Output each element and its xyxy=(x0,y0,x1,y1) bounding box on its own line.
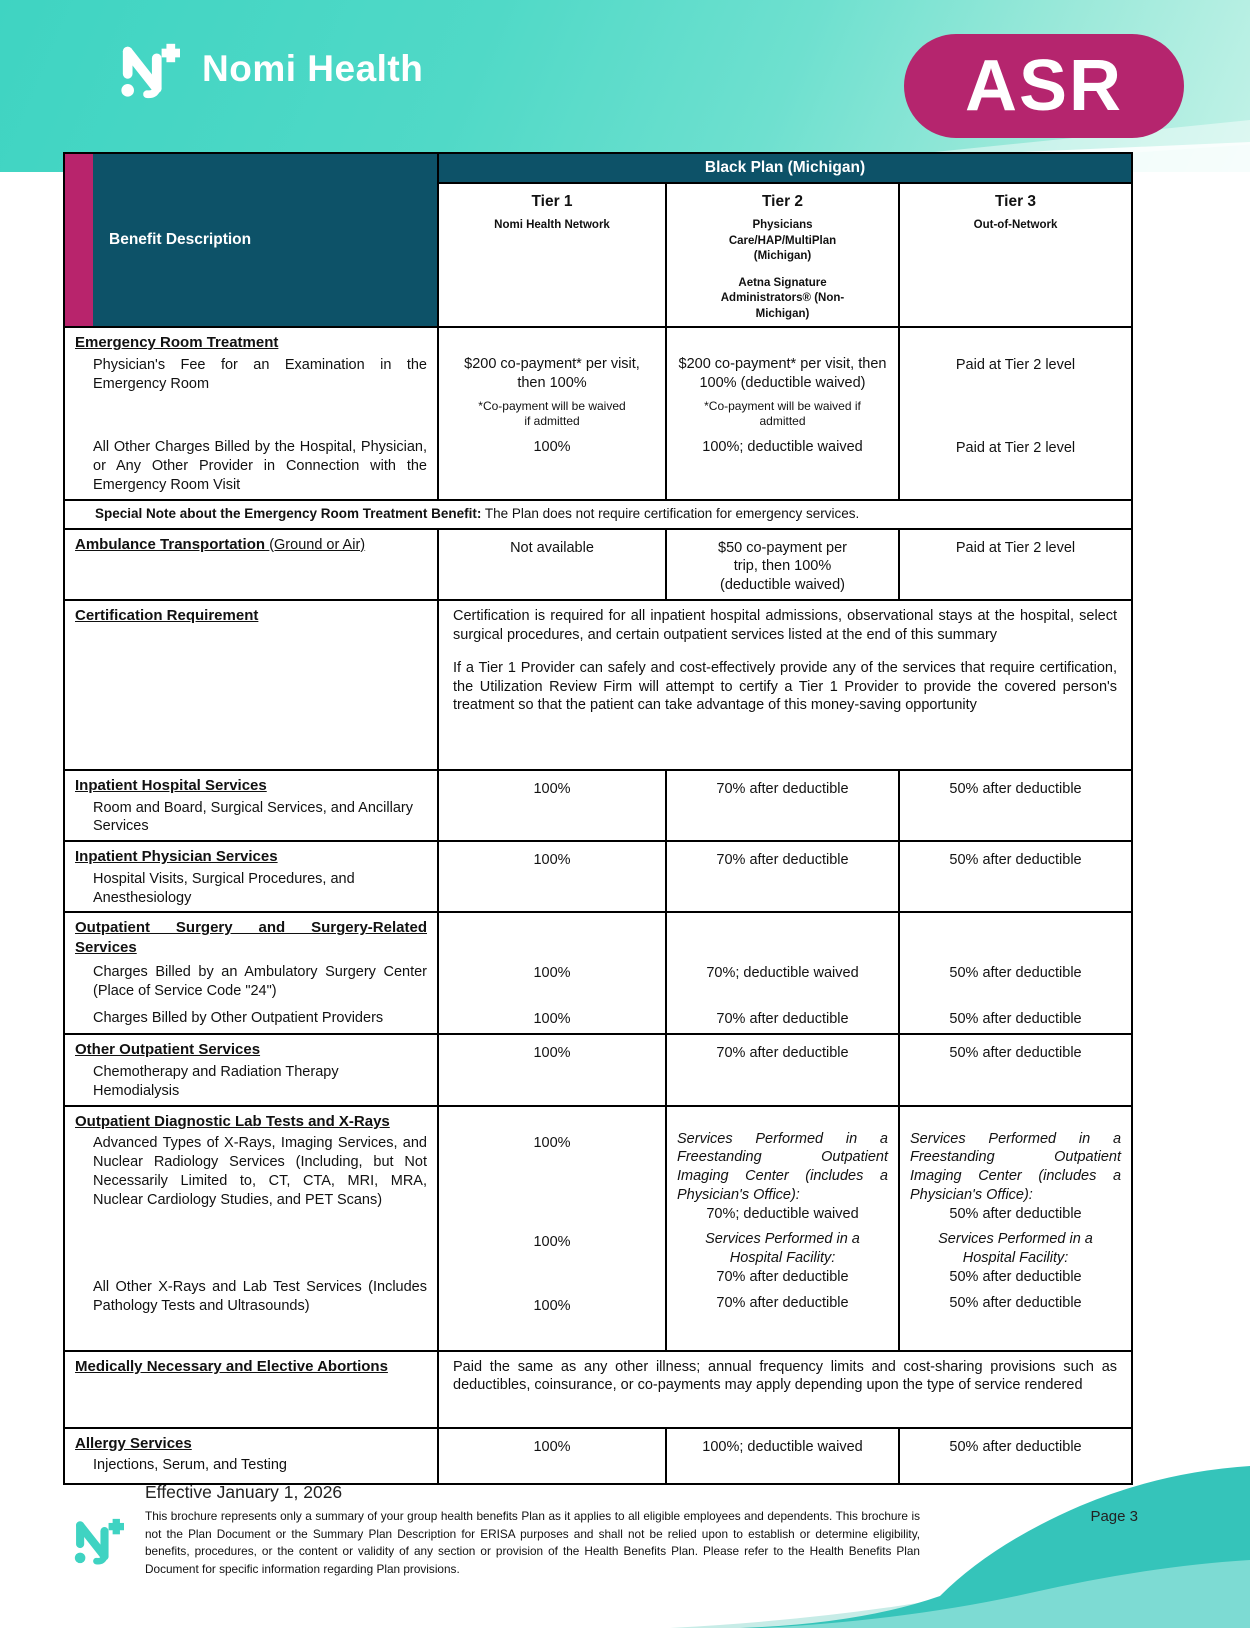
certification-paragraph: Certification is required for all inpatient hospital admissions, observational stays at the hospital, select surgical procedures, and certain outpatient services listed at the end of this summary xyxy=(453,608,1118,643)
benefit-desc: All Other X-Rays and Lab Test Services (Includes Pathology Tests and Ultrasounds) xyxy=(93,1279,427,1315)
asr-logo xyxy=(904,34,1184,138)
tier2-value: 70% after deductible xyxy=(716,781,849,798)
magenta-accent-stripe xyxy=(65,154,93,326)
special-note-text: The Plan does not require certification for emergency services. xyxy=(484,505,860,521)
tier1-value: 100% xyxy=(533,852,571,869)
tier3-value: Paid at Tier 2 level xyxy=(955,357,1076,374)
tier1-value: Not available xyxy=(510,539,594,556)
tier1-note: *Co-payment will be waived if admitted xyxy=(478,398,626,428)
row-inpatient-physician xyxy=(64,841,1132,912)
tier3-value: 50% after deductible xyxy=(949,1045,1082,1062)
benefit-description-label: Benefit Description xyxy=(109,230,252,248)
benefit-title: Inpatient Hospital Services xyxy=(75,777,267,795)
tier2-value: 100%; deductible waived xyxy=(702,438,863,455)
tier2-value: $50 co-payment per trip, then 100% (deductible waived) xyxy=(718,539,847,594)
tier1-value: 100% xyxy=(533,1298,571,1315)
benefits-table xyxy=(63,152,1133,1485)
tier2-value: 70%; deductible waived xyxy=(706,965,859,982)
benefit-title: Other Outpatient Services xyxy=(75,1041,261,1059)
nomi-health-logo-icon xyxy=(118,38,180,100)
tier1-value: 100% xyxy=(533,1011,571,1028)
tier1-header xyxy=(438,183,666,327)
benefit-title: Allergy Services xyxy=(75,1434,192,1452)
tier2-name: Tier 2 xyxy=(761,193,804,210)
tier3-label: Services Performed in a Freestanding Outpatient Imaging Center (includes a Physician's Office): xyxy=(910,1130,1122,1204)
asr-logo-text: ASR xyxy=(964,46,1123,126)
tier2-value: 100%; deductible waived xyxy=(702,1438,863,1455)
tier3-header xyxy=(899,183,1132,327)
tier3-network: Out-of-Network xyxy=(973,219,1058,232)
row-ambulance xyxy=(64,529,1132,601)
benefit-desc: Charges Billed by Other Outpatient Providers xyxy=(93,1010,384,1027)
plan-header-label: Black Plan (Michigan) xyxy=(704,158,866,176)
page-number: Page 3 xyxy=(1090,1508,1138,1525)
tier1-network: Nomi Health Network xyxy=(494,219,610,232)
plan-header xyxy=(438,153,1132,183)
tier1-value: 100% xyxy=(533,1438,571,1455)
tier2-label: Services Performed in a Freestanding Outpatient Imaging Center (includes a Physician's Office): xyxy=(677,1130,888,1204)
benefit-title-text: Ambulance Transportation xyxy=(75,535,266,553)
tier2-network-2: Aetna Signature Administrators® (Non-Michigan) xyxy=(720,276,845,320)
benefit-title: Medically Necessary and Elective Abortions xyxy=(75,1357,388,1375)
benefit-desc: Injections, Serum, and Testing xyxy=(93,1457,287,1474)
benefit-title: Outpatient Surgery and Surgery-Related Services xyxy=(75,919,427,956)
benefit-title: Emergency Room Treatment xyxy=(75,334,279,352)
tier3-value: 50% after deductible xyxy=(949,781,1082,798)
benefit-desc: Physician's Fee for an Examination in the Emergency Room xyxy=(93,356,427,392)
tier1-value: 100% xyxy=(533,965,571,982)
benefit-title: Certification Requirement xyxy=(75,607,259,625)
tier1-value: 100% xyxy=(533,1045,571,1062)
benefit-title xyxy=(75,535,427,555)
certification-paragraph: If a Tier 1 Provider can safely and cost-effectively provide any of the services that require certification, the Utilization Review Firm will attempt to certify a Tier 1 Provider to provide the covered person's treatment so that the patient can take advantage of this money-saving opportunity xyxy=(453,659,1118,714)
tier3-name: Tier 3 xyxy=(994,193,1037,210)
tier1-value: 100% xyxy=(533,438,571,455)
tier1-value: 100% xyxy=(533,1234,571,1251)
row-outpatient-surgery xyxy=(64,912,1132,1034)
benefit-title-suffix: (Ground or Air) xyxy=(269,536,366,553)
tier3-value: 50% after deductible xyxy=(949,1205,1082,1222)
row-certification xyxy=(64,600,1132,770)
benefit-title: Inpatient Physician Services xyxy=(75,848,278,866)
nomi-health-logo xyxy=(118,38,423,100)
benefit-desc: Chemotherapy and Radiation Therapy xyxy=(93,1063,339,1080)
benefit-desc: Advanced Types of X-Rays, Imaging Services, and Nuclear Radiology Services (Including, but Not Necessarily Limited to, CT, CTA, MRI, MRA, Nuclear Cardiology Studies, and PET Scans) xyxy=(93,1135,427,1208)
disclaimer-text: This brochure represents only a summary of your group health benefits Plan as it applies to all eligible employees and dependents. This brochure is not the Plan Document or the Summary Plan Description for ERISA purposes and shall not be relied upon to establish or determine eligibility, benefits, procedures, or the content or validity of any section or provision of the Health Benefits Plan. Please refer to the Health Benefits Plan Document for specific information regarding Plan provisions. xyxy=(145,1509,920,1577)
tier2-value: 70% after deductible xyxy=(716,852,849,869)
benefit-title: Outpatient Diagnostic Lab Tests and X-Rays xyxy=(75,1112,390,1130)
table-header-row xyxy=(64,153,1132,183)
tier2-value: 70% after deductible xyxy=(716,1268,849,1285)
benefit-desc: Charges Billed by an Ambulatory Surgery Center (Place of Service Code "24") xyxy=(93,964,427,1000)
row-inpatient-hospital xyxy=(64,770,1132,841)
tier1-value: 100% xyxy=(533,1134,571,1151)
tier2-header xyxy=(666,183,899,327)
abortion-text: Paid the same as any other illness; annual frequency limits and cost-sharing provisions such as deductibles, coinsurance, or co-payments may apply depending upon the type of service rendered xyxy=(453,1358,1118,1394)
benefit-desc: Hospital Visits, Surgical Procedures, and Anesthesiology xyxy=(93,870,355,906)
tier1-name: Tier 1 xyxy=(531,193,573,210)
tier3-value: Paid at Tier 2 level xyxy=(955,440,1076,457)
tier2-value: $200 co-payment* per visit, then 100% (deductible waived) xyxy=(678,356,887,392)
tier2-network-1: Physicians Care/HAP/MultiPlan (Michigan) xyxy=(728,219,837,263)
tier3-value: 50% after deductible xyxy=(949,1011,1082,1028)
row-other-outpatient xyxy=(64,1034,1132,1105)
tier2-value: 70% after deductible xyxy=(716,1295,849,1312)
tier1-value: 100% xyxy=(533,781,571,798)
tier3-value: 50% after deductible xyxy=(949,1295,1082,1312)
benefit-desc: Room and Board, Surgical Services, and Ancillary Services xyxy=(93,799,413,835)
nomi-footer-logo-icon xyxy=(72,1512,124,1568)
tier3-value: 50% after deductible xyxy=(949,965,1082,982)
tier2-value: 70% after deductible xyxy=(716,1045,849,1062)
tier2-label: Services Performed in a Hospital Facility: xyxy=(705,1230,860,1266)
tier1-value: $200 co-payment* per visit, then 100% xyxy=(464,356,640,392)
footer-wave-decoration xyxy=(610,1428,1250,1628)
benefit-desc: All Other Charges Billed by the Hospital, Physician, or Any Other Provider in Connection with the Emergency Room Visit xyxy=(93,439,427,494)
tier3-value: 50% after deductible xyxy=(949,1438,1082,1455)
tier2-note: *Co-payment will be waived if admitted xyxy=(704,398,861,428)
tier3-label: Services Performed in a Hospital Facility: xyxy=(938,1230,1093,1266)
tier3-value: 50% after deductible xyxy=(949,1268,1082,1285)
tier2-value: 70%; deductible waived xyxy=(706,1205,859,1222)
tier2-value: 70% after deductible xyxy=(716,1011,849,1028)
row-abortions xyxy=(64,1351,1132,1428)
benefit-desc: Hemodialysis xyxy=(93,1082,180,1099)
nomi-footer-logo xyxy=(72,1512,124,1573)
brand-name: Nomi Health xyxy=(202,48,424,89)
benefit-description-header xyxy=(64,153,438,327)
special-note-label: Special Note about the Emergency Room Treatment Benefit: xyxy=(95,505,482,521)
tier3-value: 50% after deductible xyxy=(949,852,1082,869)
row-outpatient-diagnostic xyxy=(64,1106,1132,1351)
row-emergency-room xyxy=(64,327,1132,500)
row-special-note xyxy=(64,500,1132,529)
tier3-value: Paid at Tier 2 level xyxy=(955,539,1076,556)
effective-date: Effective January 1, 2026 xyxy=(145,1482,343,1502)
